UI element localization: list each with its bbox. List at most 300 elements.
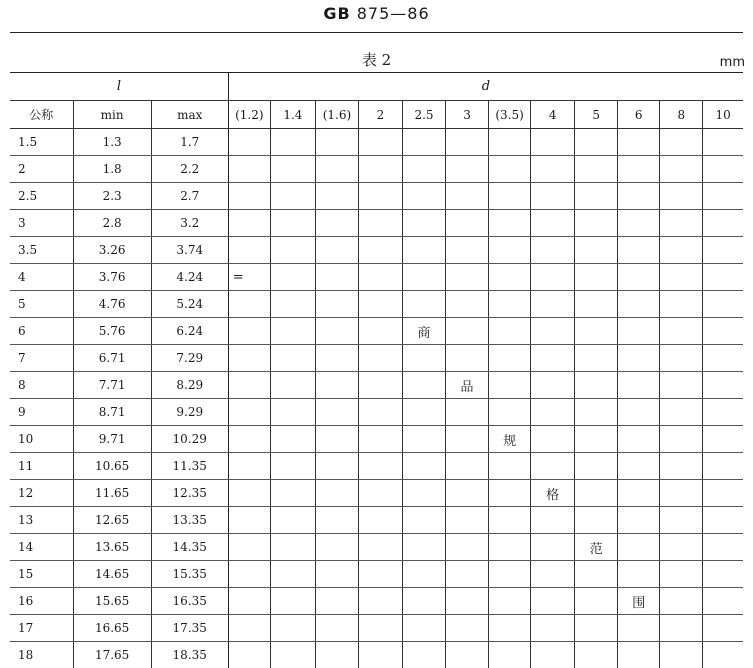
- cell-d: [489, 534, 531, 561]
- cell-d: [531, 426, 575, 453]
- cell-d: [531, 615, 575, 642]
- cell-d: [660, 399, 703, 426]
- cell-d: [270, 210, 315, 237]
- cell-d: [315, 291, 358, 318]
- cell-d: [703, 453, 743, 480]
- cell-d: [703, 210, 743, 237]
- cell-d: [531, 534, 575, 561]
- cell-l-nominal: 17: [10, 615, 73, 642]
- cell-d: [575, 507, 618, 534]
- cell-l-max: 16.35: [151, 588, 228, 615]
- cell-d: [703, 237, 743, 264]
- cell-d: [358, 237, 402, 264]
- cell-d: [531, 210, 575, 237]
- cell-d: [703, 399, 743, 426]
- table-row: [10, 237, 743, 264]
- cell-d: [531, 561, 575, 588]
- cell-l-max: 2.7: [151, 183, 228, 210]
- cell-d: [446, 318, 489, 345]
- cell-d: [270, 129, 315, 156]
- cell-d: [703, 642, 743, 668]
- cell-l-min: 2.8: [73, 210, 151, 237]
- cell-d: [228, 345, 270, 372]
- cell-d: [531, 453, 575, 480]
- cell-d: [575, 615, 618, 642]
- cell-l-max: 11.35: [151, 453, 228, 480]
- cell-d: [228, 507, 270, 534]
- column-header-row: [10, 101, 743, 129]
- column-header-d: 2.5: [402, 101, 445, 129]
- cell-d: [315, 318, 358, 345]
- cell-d: [575, 237, 618, 264]
- cell-l-nominal: 3: [10, 210, 73, 237]
- cell-d: [270, 183, 315, 210]
- cell-d: [618, 453, 660, 480]
- cell-d: [531, 291, 575, 318]
- cell-l-max: 3.74: [151, 237, 228, 264]
- cell-d: [270, 291, 315, 318]
- cell-d: [270, 372, 315, 399]
- cell-d: [228, 534, 270, 561]
- table-row: [10, 561, 743, 588]
- cell-d: [358, 129, 402, 156]
- table-row: [10, 129, 743, 156]
- cell-d: [575, 372, 618, 399]
- cell-d: [575, 399, 618, 426]
- column-header-d: 5: [575, 101, 618, 129]
- cell-d: [402, 561, 445, 588]
- cell-d: [660, 237, 703, 264]
- cell-l-min: 3.76: [73, 264, 151, 291]
- cell-d: [660, 507, 703, 534]
- cell-d: [489, 399, 531, 426]
- cell-d: [531, 345, 575, 372]
- cell-l-min: 4.76: [73, 291, 151, 318]
- cell-d: [315, 615, 358, 642]
- cell-d: [270, 642, 315, 668]
- cell-d: [618, 345, 660, 372]
- cell-d: [270, 345, 315, 372]
- cell-d: [315, 480, 358, 507]
- cell-d: [618, 480, 660, 507]
- cell-l-nominal: 3.5: [10, 237, 73, 264]
- column-header-d: (3.5): [489, 101, 531, 129]
- cell-d: [446, 534, 489, 561]
- cell-d: [703, 534, 743, 561]
- cell-l-min: 9.71: [73, 426, 151, 453]
- cell-l-max: 5.24: [151, 291, 228, 318]
- column-header-d: 4: [531, 101, 575, 129]
- stray-mark: =: [228, 264, 270, 291]
- standard-code-prefix: GB: [323, 4, 350, 23]
- cell-d: [446, 345, 489, 372]
- column-header-d: (1.2): [228, 101, 270, 129]
- cell-d: [358, 642, 402, 668]
- cell-d: [618, 129, 660, 156]
- cell-l-max: 7.29: [151, 345, 228, 372]
- cell-d: [402, 183, 445, 210]
- column-header-d: 8: [660, 101, 703, 129]
- cell-d: [270, 264, 315, 291]
- cell-d: [270, 426, 315, 453]
- cell-d: [228, 588, 270, 615]
- cell-d: [575, 345, 618, 372]
- cell-d: [531, 318, 575, 345]
- cell-d: [703, 129, 743, 156]
- cell-l-nominal: 1.5: [10, 129, 73, 156]
- cell-d: [402, 615, 445, 642]
- cell-d: [358, 372, 402, 399]
- cell-d: [402, 426, 445, 453]
- cell-d: [618, 291, 660, 318]
- cell-l-nominal: 15: [10, 561, 73, 588]
- cell-d: [489, 210, 531, 237]
- cell-d: [489, 480, 531, 507]
- range-label-char: 围: [618, 588, 660, 615]
- cell-d: [446, 507, 489, 534]
- cell-d: [358, 480, 402, 507]
- cell-d: [446, 426, 489, 453]
- cell-d: [358, 210, 402, 237]
- cell-d: [660, 534, 703, 561]
- cell-d: [446, 264, 489, 291]
- column-header-l-min: min: [73, 101, 151, 129]
- cell-d: [402, 588, 445, 615]
- cell-d: [446, 642, 489, 668]
- cell-d: [446, 183, 489, 210]
- cell-d: [228, 480, 270, 507]
- d-group-header: d: [228, 73, 743, 101]
- table-row: [10, 399, 743, 426]
- cell-d: [660, 372, 703, 399]
- group-header-row: [10, 73, 743, 101]
- cell-d: [358, 318, 402, 345]
- cell-l-min: 15.65: [73, 588, 151, 615]
- cell-d: [402, 237, 445, 264]
- cell-d: [660, 210, 703, 237]
- cell-d: [402, 210, 445, 237]
- cell-d: [489, 372, 531, 399]
- range-label-char: 品: [446, 372, 489, 399]
- cell-d: [358, 507, 402, 534]
- cell-l-max: 13.35: [151, 507, 228, 534]
- column-header-l-max: max: [151, 101, 228, 129]
- range-label-char: 规: [489, 426, 531, 453]
- cell-l-min: 2.3: [73, 183, 151, 210]
- cell-l-max: 6.24: [151, 318, 228, 345]
- cell-d: [446, 237, 489, 264]
- cell-d: [489, 561, 531, 588]
- cell-d: [358, 156, 402, 183]
- cell-l-min: 8.71: [73, 399, 151, 426]
- table-row: [10, 318, 743, 345]
- cell-l-nominal: 7: [10, 345, 73, 372]
- cell-d: [358, 453, 402, 480]
- table-title: 表 2: [0, 49, 753, 70]
- cell-l-nominal: 6: [10, 318, 73, 345]
- cell-d: [270, 561, 315, 588]
- cell-l-max: 14.35: [151, 534, 228, 561]
- cell-d: [703, 291, 743, 318]
- table-row: [10, 642, 743, 668]
- cell-d: [358, 399, 402, 426]
- cell-l-max: 3.2: [151, 210, 228, 237]
- cell-d: [531, 264, 575, 291]
- cell-d: [446, 156, 489, 183]
- cell-d: [618, 210, 660, 237]
- table-row: [10, 534, 743, 561]
- cell-d: [446, 588, 489, 615]
- cell-l-max: 9.29: [151, 399, 228, 426]
- cell-d: [358, 345, 402, 372]
- cell-d: [531, 588, 575, 615]
- table-row: [10, 156, 743, 183]
- cell-d: [315, 372, 358, 399]
- cell-d: [660, 642, 703, 668]
- cell-d: [618, 264, 660, 291]
- cell-d: [402, 345, 445, 372]
- cell-d: [228, 561, 270, 588]
- cell-l-min: 6.71: [73, 345, 151, 372]
- table-row: [10, 210, 743, 237]
- cell-d: [703, 183, 743, 210]
- cell-d: [531, 642, 575, 668]
- column-header-d: 3: [446, 101, 489, 129]
- cell-d: [228, 210, 270, 237]
- cell-d: [270, 507, 315, 534]
- cell-d: [575, 588, 618, 615]
- cell-l-nominal: 2.5: [10, 183, 73, 210]
- cell-l-nominal: 5: [10, 291, 73, 318]
- cell-d: [446, 453, 489, 480]
- cell-l-nominal: 11: [10, 453, 73, 480]
- cell-d: [660, 129, 703, 156]
- cell-l-min: 3.26: [73, 237, 151, 264]
- cell-d: [575, 318, 618, 345]
- cell-d: [618, 534, 660, 561]
- cell-d: [228, 399, 270, 426]
- column-header-d: 10: [703, 101, 743, 129]
- cell-l-min: 14.65: [73, 561, 151, 588]
- cell-d: [660, 156, 703, 183]
- cell-d: [315, 129, 358, 156]
- cell-d: [703, 156, 743, 183]
- cell-d: [618, 561, 660, 588]
- cell-d: [489, 345, 531, 372]
- cell-d: [358, 561, 402, 588]
- cell-l-min: 11.65: [73, 480, 151, 507]
- cell-l-max: 12.35: [151, 480, 228, 507]
- cell-d: [315, 210, 358, 237]
- cell-d: [660, 588, 703, 615]
- cell-d: [446, 561, 489, 588]
- cell-d: [402, 264, 445, 291]
- cell-d: [402, 480, 445, 507]
- cell-d: [660, 318, 703, 345]
- cell-d: [228, 426, 270, 453]
- cell-d: [446, 210, 489, 237]
- cell-d: [575, 210, 618, 237]
- cell-d: [703, 372, 743, 399]
- standard-code-number: 875—86: [357, 4, 430, 23]
- cell-l-nominal: 9: [10, 399, 73, 426]
- cell-l-min: 5.76: [73, 318, 151, 345]
- cell-d: [660, 291, 703, 318]
- cell-d: [402, 291, 445, 318]
- table-row: [10, 615, 743, 642]
- cell-d: [531, 507, 575, 534]
- cell-d: [228, 615, 270, 642]
- cell-d: [703, 507, 743, 534]
- cell-d: [489, 453, 531, 480]
- cell-d: [270, 156, 315, 183]
- column-header-d: 2: [358, 101, 402, 129]
- cell-l-min: 7.71: [73, 372, 151, 399]
- cell-d: [489, 642, 531, 668]
- cell-d: [703, 615, 743, 642]
- cell-d: [575, 426, 618, 453]
- cell-d: [575, 642, 618, 668]
- cell-d: [531, 183, 575, 210]
- cell-d: [228, 318, 270, 345]
- cell-d: [315, 588, 358, 615]
- cell-d: [489, 156, 531, 183]
- column-header-l-nominal: 公称: [10, 101, 73, 129]
- cell-d: [618, 237, 660, 264]
- cell-d: [446, 399, 489, 426]
- cell-l-min: 1.3: [73, 129, 151, 156]
- cell-l-nominal: 13: [10, 507, 73, 534]
- cell-l-nominal: 2: [10, 156, 73, 183]
- table-row: [10, 264, 743, 291]
- cell-d: [315, 507, 358, 534]
- cell-d: [228, 156, 270, 183]
- cell-d: [618, 183, 660, 210]
- range-label-char: 格: [531, 480, 575, 507]
- cell-d: [402, 129, 445, 156]
- cell-d: [315, 399, 358, 426]
- dimension-table: [10, 72, 743, 668]
- cell-d: [575, 291, 618, 318]
- cell-d: [446, 480, 489, 507]
- table-row: [10, 480, 743, 507]
- cell-d: [228, 183, 270, 210]
- cell-d: [315, 534, 358, 561]
- cell-d: [660, 615, 703, 642]
- cell-l-min: 13.65: [73, 534, 151, 561]
- table-body: [10, 129, 743, 668]
- table-row: [10, 183, 743, 210]
- cell-d: [618, 426, 660, 453]
- cell-d: [531, 156, 575, 183]
- column-header-d: 6: [618, 101, 660, 129]
- cell-d: [270, 318, 315, 345]
- cell-d: [531, 129, 575, 156]
- cell-d: [315, 453, 358, 480]
- standard-code: [0, 4, 753, 23]
- cell-d: [618, 318, 660, 345]
- table-row: [10, 426, 743, 453]
- l-group-header: l: [10, 73, 228, 101]
- cell-d: [228, 372, 270, 399]
- table-row: [10, 291, 743, 318]
- cell-d: [402, 507, 445, 534]
- cell-d: [402, 642, 445, 668]
- cell-d: [446, 129, 489, 156]
- cell-d: [358, 426, 402, 453]
- document-header: [0, 0, 753, 70]
- cell-l-max: 17.35: [151, 615, 228, 642]
- cell-d: [358, 264, 402, 291]
- column-header-d: 1.4: [270, 101, 315, 129]
- cell-d: [660, 183, 703, 210]
- cell-d: [703, 480, 743, 507]
- cell-d: [315, 156, 358, 183]
- cell-d: [575, 480, 618, 507]
- cell-d: [618, 399, 660, 426]
- cell-d: [575, 561, 618, 588]
- cell-d: [703, 426, 743, 453]
- cell-d: [660, 561, 703, 588]
- cell-d: [489, 507, 531, 534]
- cell-l-nominal: 16: [10, 588, 73, 615]
- cell-d: [575, 264, 618, 291]
- cell-d: [618, 642, 660, 668]
- column-header-d: (1.6): [315, 101, 358, 129]
- cell-l-max: 18.35: [151, 642, 228, 668]
- cell-d: [402, 453, 445, 480]
- cell-l-min: 12.65: [73, 507, 151, 534]
- cell-d: [270, 534, 315, 561]
- cell-d: [575, 129, 618, 156]
- cell-l-nominal: 4: [10, 264, 73, 291]
- cell-l-min: 17.65: [73, 642, 151, 668]
- cell-l-nominal: 8: [10, 372, 73, 399]
- cell-d: [703, 264, 743, 291]
- cell-d: [402, 534, 445, 561]
- cell-d: [315, 561, 358, 588]
- cell-d: [228, 642, 270, 668]
- cell-d: [358, 183, 402, 210]
- cell-l-nominal: 12: [10, 480, 73, 507]
- cell-d: [703, 588, 743, 615]
- table-row: [10, 588, 743, 615]
- cell-d: [358, 615, 402, 642]
- cell-d: [270, 399, 315, 426]
- cell-d: [315, 642, 358, 668]
- cell-d: [358, 534, 402, 561]
- cell-d: [315, 426, 358, 453]
- table-row: [10, 453, 743, 480]
- cell-l-nominal: 18: [10, 642, 73, 668]
- cell-d: [270, 588, 315, 615]
- cell-d: [531, 372, 575, 399]
- cell-d: [531, 399, 575, 426]
- cell-d: [228, 237, 270, 264]
- cell-d: [315, 264, 358, 291]
- cell-d: [660, 453, 703, 480]
- cell-d: [489, 264, 531, 291]
- cell-d: [618, 615, 660, 642]
- cell-d: [315, 183, 358, 210]
- cell-d: [618, 156, 660, 183]
- cell-d: [489, 615, 531, 642]
- cell-d: [446, 615, 489, 642]
- cell-d: [660, 264, 703, 291]
- table-row: [10, 507, 743, 534]
- cell-d: [446, 291, 489, 318]
- cell-d: [660, 426, 703, 453]
